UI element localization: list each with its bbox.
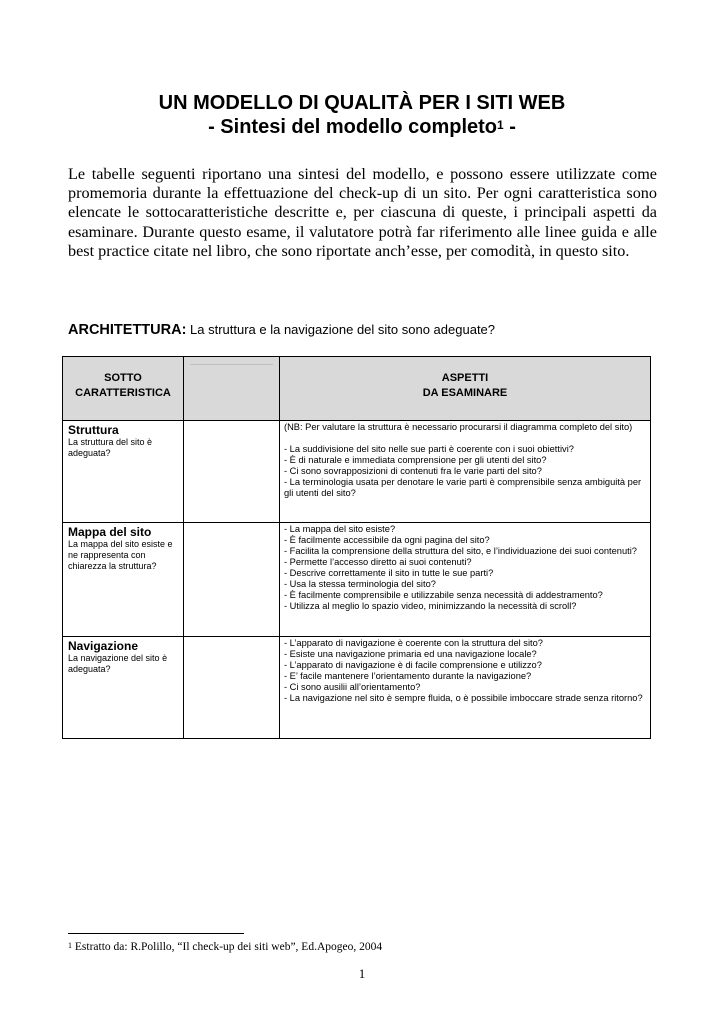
table-header-row <box>63 357 651 421</box>
page-number: 1 <box>358 966 366 981</box>
header-asp-line-1: ASPETTI <box>441 372 489 384</box>
header-empty-column <box>184 357 280 421</box>
subcharacteristic-cell <box>63 637 184 739</box>
aspect-item: - Facilita la comprensione della struttura del sito, e l’individuazione dei suoi contenuti? <box>284 546 637 556</box>
table-row <box>63 637 651 739</box>
aspect-item: - La navigazione nel sito è sempre fluida, o è possibile imboccare strade senza ritorno? <box>284 693 643 703</box>
empty-cell <box>184 523 280 637</box>
empty-cell <box>184 637 280 739</box>
header-asp-line-2: DA ESAMINARE <box>422 387 508 399</box>
row-description: La mappa del sito esiste e ne rappresenta con chiarezza la struttura? <box>68 539 173 571</box>
table-row <box>63 523 651 637</box>
quality-table <box>62 356 651 739</box>
document-subtitle <box>0 114 724 140</box>
aspect-item: - Ci sono ausilii all’orientamento? <box>284 682 421 692</box>
aspect-item: - La terminologia usata per denotare le varie parti è comprensibile senza ambiguità per gli utenti del sito? <box>284 477 642 498</box>
footnote <box>68 941 382 953</box>
subcharacteristic-cell <box>63 523 184 637</box>
aspect-item: - E’ facile mantenere l’orientamento durante la navigazione? <box>284 671 532 681</box>
document-title <box>0 90 724 116</box>
header-sub-line-2: CARATTERISTICA <box>75 387 171 399</box>
aspect-item: - Utilizza al meglio lo spazio video, minimizzando la necessità di scroll? <box>284 601 577 611</box>
aspects-cell <box>280 523 651 637</box>
footnote-separator <box>68 933 244 934</box>
aspect-item: - L’apparato di navigazione è coerente con la struttura del sito? <box>284 638 543 648</box>
empty-cell <box>184 421 280 523</box>
aspect-item: (NB: Per valutare la struttura è necessario procurarsi il diagramma completo del sito) <box>284 422 633 432</box>
table-row <box>63 421 651 523</box>
aspect-item: - Descrive correttamente il sito in tutte le sue parti? <box>284 568 494 578</box>
section-name: ARCHITETTURA: <box>68 322 187 338</box>
aspects-cell <box>280 421 651 523</box>
row-description: La navigazione del sito è adeguata? <box>68 653 168 674</box>
header-aspetti <box>280 357 651 421</box>
row-title: Mappa del sito <box>68 525 152 539</box>
aspect-item: - L’apparato di navigazione è di facile comprensione e utilizzo? <box>284 660 542 670</box>
aspect-item: - Ci sono sovrapposizioni di contenuti fra le varie parti del sito? <box>284 466 542 476</box>
footnote-number: 1 <box>68 941 72 950</box>
row-title: Navigazione <box>68 639 139 653</box>
subcharacteristic-cell <box>63 421 184 523</box>
aspect-item: - Permette l’accesso diretto ai suoi contenuti? <box>284 557 472 567</box>
header-sub-line-1: SOTTO <box>104 372 142 384</box>
aspect-item: - Usa la stessa terminologia del sito? <box>284 579 436 589</box>
footnote-text: Estratto da: R.Polillo, “Il check-up dei siti web”, Ed.Apogeo, 2004 <box>72 941 383 953</box>
row-description: La struttura del sito è adeguata? <box>68 437 153 458</box>
aspect-item: - È facilmente accessibile da ogni pagina del sito? <box>284 535 490 545</box>
aspect-spacer <box>284 433 644 444</box>
title-line-2-suffix: - <box>503 116 516 138</box>
title-footnote-ref: 1 <box>497 118 504 132</box>
aspect-item: - È di naturale e immediata comprensione per gli utenti del sito? <box>284 455 547 465</box>
aspect-item: - È facilmente comprensibile e utilizzabile senza necessità di addestramento? <box>284 590 603 600</box>
intro-paragraph: Le tabelle seguenti riportano una sintesi del modello, e possono essere utilizzate come promemoria durante la effettuazione del check-up di un sito. Per ogni caratteristica sono elencate le sottocaratteristiche descritte e, per ciascuna di queste, i principali aspetti da esaminare. Durante questo esame, il valutatore potrà far riferimento alle linee guida e alle best practice citate nel libro, che sono riportate anch’esse, per comodità, in questo sito. <box>68 165 657 260</box>
aspects-cell <box>280 637 651 739</box>
title-line-2: - Sintesi del modello completo <box>208 116 498 138</box>
aspect-item: - La suddivisione del sito nelle sue parti è coerente con i suoi obiettivi? <box>284 444 574 454</box>
title-line-1: UN MODELLO DI QUALITÀ PER I SITI WEB <box>158 92 566 114</box>
header-sottocaratteristica <box>63 357 184 421</box>
section-description: La struttura e la navigazione del sito sono adeguate? <box>186 322 496 337</box>
section-heading <box>68 322 668 338</box>
row-title: Struttura <box>68 423 119 437</box>
aspect-item: - La mappa del sito esiste? <box>284 524 396 534</box>
aspect-item: - Esiste una navigazione primaria ed una navigazione locale? <box>284 649 537 659</box>
